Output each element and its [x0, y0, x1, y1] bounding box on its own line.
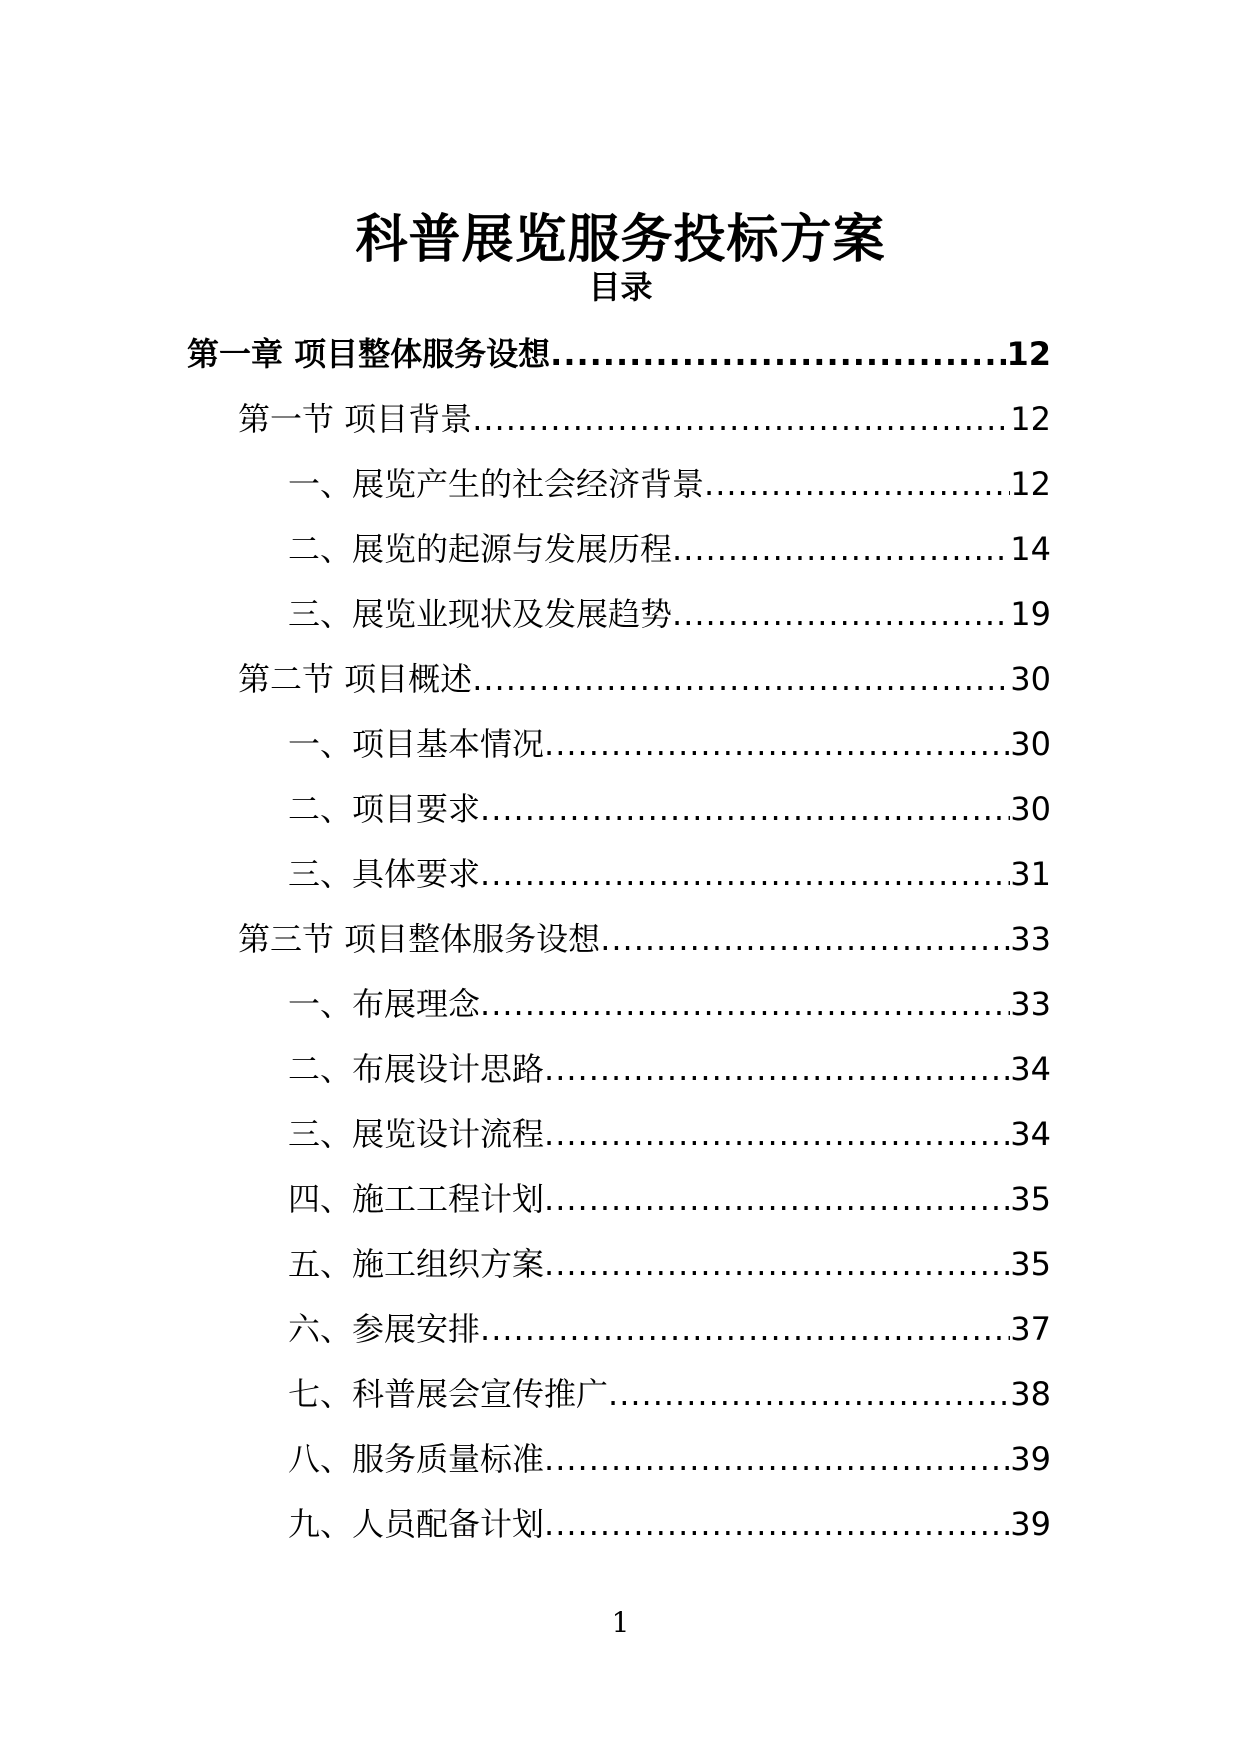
toc-entry-title: 第二节 项目概述 [238, 660, 473, 698]
toc-dot-leader [472, 387, 1010, 452]
toc-entry-title: 九、人员配备计划 [288, 1505, 545, 1543]
toc-entry-page: 39 [1010, 1505, 1051, 1543]
toc-entry[interactable] [288, 1362, 1051, 1427]
toc-entry-page: 31 [1010, 855, 1051, 893]
toc-entry-title: 三、展览设计流程 [288, 1115, 545, 1153]
toc-dot-leader [544, 1167, 1010, 1232]
toc-entry-title: 八、服务质量标准 [288, 1440, 545, 1478]
toc-dot-leader [480, 777, 1010, 842]
toc-entry-title: 三、具体要求 [288, 855, 481, 893]
toc-dot-leader [472, 647, 1010, 712]
toc-entry-page: 33 [1010, 985, 1051, 1023]
toc-entry-title: 七、科普展会宣传推广 [288, 1375, 609, 1413]
toc-entry[interactable] [288, 582, 1051, 647]
toc-entry[interactable] [187, 322, 1051, 387]
toc-entry[interactable] [238, 907, 1051, 972]
toc-entry-page: 12 [1006, 335, 1051, 373]
toc-entry-page: 19 [1010, 595, 1051, 633]
toc-dot-leader [672, 517, 1010, 582]
toc-entry[interactable] [288, 1232, 1051, 1297]
toc-dot-leader [608, 1362, 1010, 1427]
toc-entry-title: 第一节 项目背景 [238, 400, 473, 438]
toc-dot-leader [672, 582, 1010, 647]
toc-dot-leader [550, 322, 1006, 387]
toc-dot-leader [544, 1037, 1010, 1102]
toc-entry[interactable] [288, 777, 1051, 842]
toc-dot-leader [704, 452, 1010, 517]
toc-entry-page: 12 [1010, 465, 1051, 503]
toc-entry-title: 六、参展安排 [288, 1310, 481, 1348]
toc-entry-page: 34 [1010, 1115, 1051, 1153]
toc-entry-title: 二、布展设计思路 [288, 1050, 545, 1088]
toc-entry-page: 30 [1010, 790, 1051, 828]
toc-entry[interactable] [288, 842, 1051, 907]
toc-dot-leader [480, 972, 1010, 1037]
toc-entry[interactable] [238, 387, 1051, 452]
toc-dot-leader [544, 712, 1010, 777]
toc-entry[interactable] [288, 1492, 1051, 1557]
toc-entry-page: 30 [1010, 660, 1051, 698]
toc-entry-page: 12 [1010, 400, 1051, 438]
toc-entry-title: 四、施工工程计划 [288, 1180, 545, 1218]
toc-heading: 目录 [588, 268, 653, 306]
toc-entry[interactable] [288, 1037, 1051, 1102]
toc-entry-page: 35 [1010, 1180, 1051, 1218]
toc-entry-title: 一、项目基本情况 [288, 725, 545, 763]
toc-entry[interactable] [288, 517, 1051, 582]
toc-entry-page: 38 [1010, 1375, 1051, 1413]
toc-entry-page: 37 [1010, 1310, 1051, 1348]
toc-entry-title: 三、展览业现状及发展趋势 [288, 595, 673, 633]
toc-entry-page: 34 [1010, 1050, 1051, 1088]
toc-entry-title: 二、展览的起源与发展历程 [288, 530, 673, 568]
toc-entry-title: 二、项目要求 [288, 790, 481, 828]
toc-entry-title: 一、布展理念 [288, 985, 481, 1023]
toc-entry[interactable] [288, 1102, 1051, 1167]
toc-entry-page: 30 [1010, 725, 1051, 763]
toc-dot-leader [544, 1427, 1010, 1492]
toc-entry[interactable] [288, 452, 1051, 517]
toc-entry-page: 14 [1010, 530, 1051, 568]
toc-dot-leader [480, 842, 1010, 907]
toc-entry-title: 一、展览产生的社会经济背景 [288, 465, 705, 503]
toc-entry-title: 第一章 项目整体服务设想 [187, 335, 551, 373]
toc-entry[interactable] [238, 647, 1051, 712]
toc-entry-title: 五、施工组织方案 [288, 1245, 545, 1283]
toc-entry-title: 第三节 项目整体服务设想 [238, 920, 601, 958]
toc-dot-leader [544, 1232, 1010, 1297]
toc-entry[interactable] [288, 1167, 1051, 1232]
toc-entry[interactable] [288, 1427, 1051, 1492]
toc-dot-leader [544, 1102, 1010, 1167]
page-number: 1 [611, 1606, 630, 1639]
toc-entry[interactable] [288, 1297, 1051, 1362]
toc-entry[interactable] [288, 712, 1051, 777]
toc-dot-leader [544, 1492, 1010, 1557]
toc-dot-leader [600, 907, 1010, 972]
document-title: 科普展览服务投标方案 [355, 209, 886, 270]
toc-dot-leader [480, 1297, 1010, 1362]
toc-entry[interactable] [288, 972, 1051, 1037]
table-of-contents [0, 322, 1241, 1557]
toc-entry-page: 33 [1010, 920, 1051, 958]
toc-entry-page: 35 [1010, 1245, 1051, 1283]
toc-entry-page: 39 [1010, 1440, 1051, 1478]
